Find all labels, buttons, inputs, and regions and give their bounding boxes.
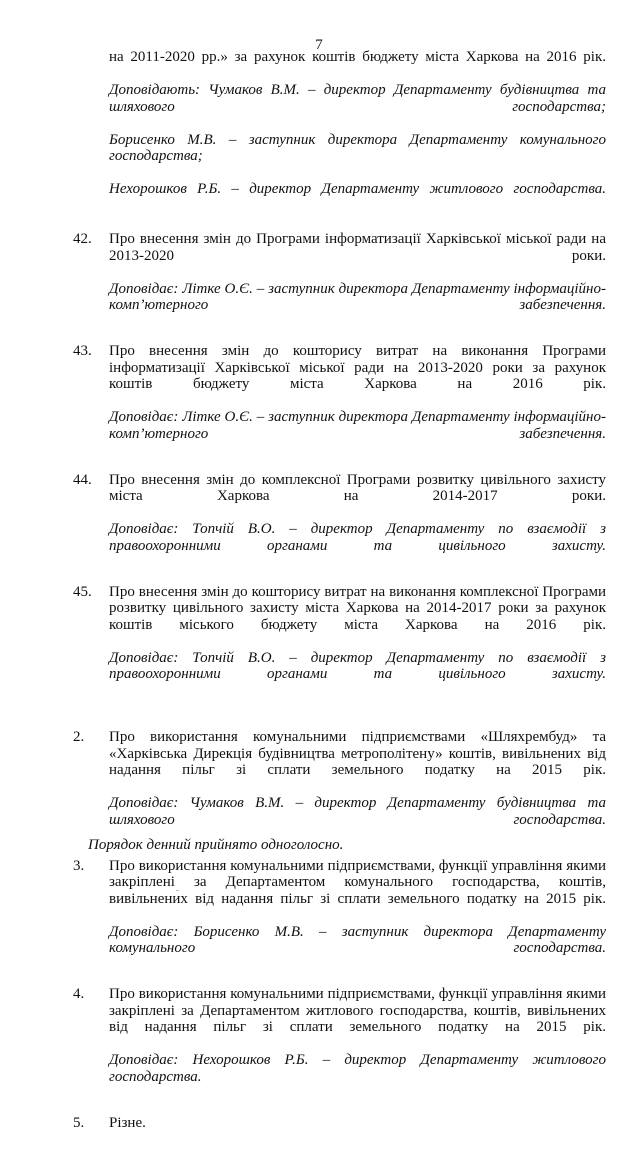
agenda-item-number: 42.	[73, 231, 92, 247]
agenda-item-number: 45.	[73, 583, 92, 600]
agenda-item-number: 4.	[73, 986, 85, 1002]
agenda-item-reporter: Борисенко М.В. – заступник директора Департаменту комунального господарства;	[109, 131, 606, 164]
agenda-item-title: Про внесення змін до кошторису витрат на виконання Програми інформатизації Харківської міської ради на 2013-2020 роки за рахунок коштів бюджету міста Харкова на 2016 рік.	[109, 343, 606, 392]
agenda-item-reporter: Доповідає: Чумаков В.М. – директор Департаменту будівництва та шляхового господарства.	[109, 795, 606, 828]
agenda-item-title: на 2011-2020 рр.» за рахунок коштів бюджету міста Харкова на 2016 рік.	[109, 49, 606, 65]
agenda-item-number: 43.	[73, 343, 92, 359]
agenda-item-title: Різне.	[109, 1114, 146, 1131]
agenda-item-title: Про використання комунальними підприємствами «Шляхрембуд» та «Харківська Дирекція будівництва метрополітену» коштів, вивільнених від надання пільг зі сплати земельного податку на 2015 рік.	[109, 729, 606, 778]
agenda-item	[73, 472, 606, 571]
agenda-content	[73, 49, 606, 1161]
agenda-item-reporter: Доповідає: Топчій В.О. – директор Департаменту по взаємодії з правоохоронними органами та цивільного захисту.	[109, 649, 606, 682]
agenda-item	[73, 1115, 606, 1148]
agenda-item-reporter: Доповідає: Нехорошков Р.Б. – директор Департаменту житлового господарства.	[109, 1052, 606, 1085]
agenda-item	[73, 231, 606, 330]
agenda-item-title: Про внесення змін до Програми інформатизації Харківської міської ради на 2013-2020 роки.	[109, 231, 606, 264]
agenda-item-number: 2.	[73, 729, 85, 745]
scan-speck	[176, 890, 179, 891]
agenda-item-number: 3.	[73, 857, 85, 874]
agenda-item-number: 5.	[73, 1114, 85, 1131]
agenda-item	[73, 343, 606, 459]
agenda-item-title: Про внесення змін до комплексної Програми розвитку цивільного захисту міста Харкова на 2014-2017 роки.	[109, 471, 606, 504]
agenda-item	[73, 729, 606, 845]
agenda-item-reporter: Доповідає: Літке О.Є. – заступник директора Департаменту інформаційно-комп’ютерного забезпечення.	[109, 280, 606, 313]
agenda-item	[73, 986, 606, 1102]
closing-note: Порядок денний прийнято одноголосно.	[88, 837, 344, 853]
agenda-item	[73, 858, 606, 974]
agenda-item-reporter: Доповідає: Борисенко М.В. – заступник директора Департаменту комунального господарства.	[109, 923, 606, 956]
agenda-item-reporter: Доповідає: Літке О.Є. – заступник директора Департаменту інформаційно-комп’ютерного забезпечення.	[109, 409, 606, 442]
agenda-item-reporter: Доповідає: Топчій В.О. – директор Департаменту по взаємодії з правоохоронними органами та цивільного захисту.	[109, 521, 606, 554]
agenda-item-reporter: Доповідають: Чумаков В.М. – директор Департаменту будівництва та шляхового господарства;	[109, 82, 606, 115]
agenda-item	[73, 584, 606, 700]
agenda-item-title: Про використання комунальними підприємствами, функції управління якими закріплені за Департаментом житлового господарства, коштів, вивільнених від надання пільг зі сплати земельного податку на 2015 рік.	[109, 986, 606, 1035]
agenda-item-title: Про внесення змін до кошторису витрат на виконання комплексної Програми розвитку цивільного захисту міста Харкова на 2014-2017 роки за рахунок коштів міського бюджету міста Харкова на 2016 рік.	[109, 583, 606, 633]
agenda-item-reporter: Нехорошков Р.Б. – директор Департаменту житлового господарства.	[109, 181, 606, 197]
agenda-item-continuation	[73, 49, 606, 214]
agenda-item-title: Про використання комунальними підприємствами, функції управління якими закріплені за Департаментом комунального господарства, коштів, вивільнених від надання пільг зі сплати земельного податку на 2015 рік.	[109, 857, 606, 907]
agenda-item-number: 44.	[73, 471, 92, 488]
page-number: 7	[315, 37, 323, 53]
